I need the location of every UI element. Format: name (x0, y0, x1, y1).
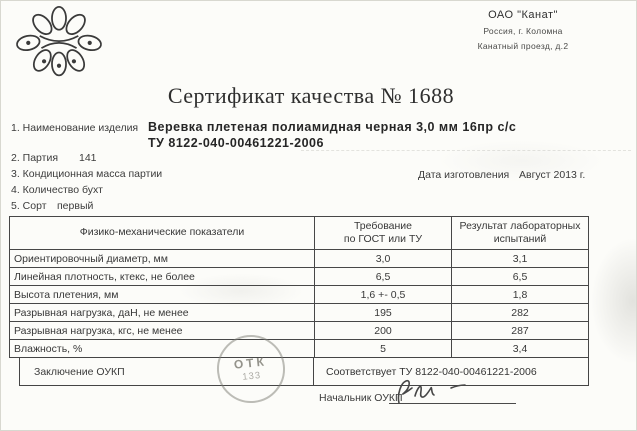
field-grade-label: 5. Сорт (11, 200, 47, 212)
table-row: Линейная плотность, ктекс, не более 6,5 6,5 (10, 268, 589, 286)
field-item-value-line2: ТУ 8122-040-00461221-2006 (148, 136, 324, 150)
company-address-line2: Канатный проезд, д.2 (477, 40, 569, 51)
stamp-number: 133 (241, 370, 262, 383)
handwritten-signature (391, 378, 501, 406)
table-row: Ориентировочный диаметр, мм 3,0 3,1 (10, 250, 589, 268)
col-header-requirement: Требование по ГОСТ или ТУ (315, 217, 452, 250)
page-title: Сертификат качества № 1688 (167, 83, 455, 108)
col-header-indicators: Физико-механические показатели (10, 217, 315, 250)
col-header-result: Результат лабораторных испытаний (452, 217, 589, 250)
field-item-value: Веревка плетеная полиамидная черная 3,0 мм 16пр с/с (148, 120, 517, 134)
conclusion-label: Заключение ОУКП (20, 358, 314, 385)
conclusion-row (19, 357, 589, 386)
stamp-text-otk: ОТК (233, 354, 268, 372)
rope-knot-logo-icon (15, 6, 103, 78)
field-coils-label: 4. Количество бухт (11, 184, 103, 196)
table-row: Высота плетения, мм 1,6 +- 0,5 1,8 (10, 286, 589, 304)
field-date-value: Август 2013 г. (519, 169, 586, 181)
field-batch-label: 2. Партия (11, 152, 59, 164)
field-mass-label: 3. Кондиционная масса партии (11, 168, 163, 180)
field-batch-value: 141 (79, 152, 97, 164)
table-row: Разрывная нагрузка, кгс, не менее 200 287 (10, 322, 589, 340)
spec-table (9, 216, 589, 358)
conclusion-value: Соответствует ТУ 8122-040-00461221-2006 (326, 365, 537, 378)
company-name: ОАО "Канат" (488, 9, 558, 21)
field-grade-value: первый (57, 200, 94, 212)
table-row: Разрывная нагрузка, даН, не менее 195 282 (10, 304, 589, 322)
field-item-label: 1. Наименование изделия (11, 122, 139, 134)
table-row: Влажность, % 5 3,4 (10, 340, 589, 358)
spec-table-header-row (10, 217, 589, 250)
company-address-line1: Россия, г. Коломна (483, 26, 563, 36)
scan-artifact-line (301, 150, 631, 151)
field-date-label: Дата изготовления (418, 169, 510, 181)
signoff-label: Начальник ОУКП (319, 392, 403, 404)
company-header (419, 10, 627, 50)
